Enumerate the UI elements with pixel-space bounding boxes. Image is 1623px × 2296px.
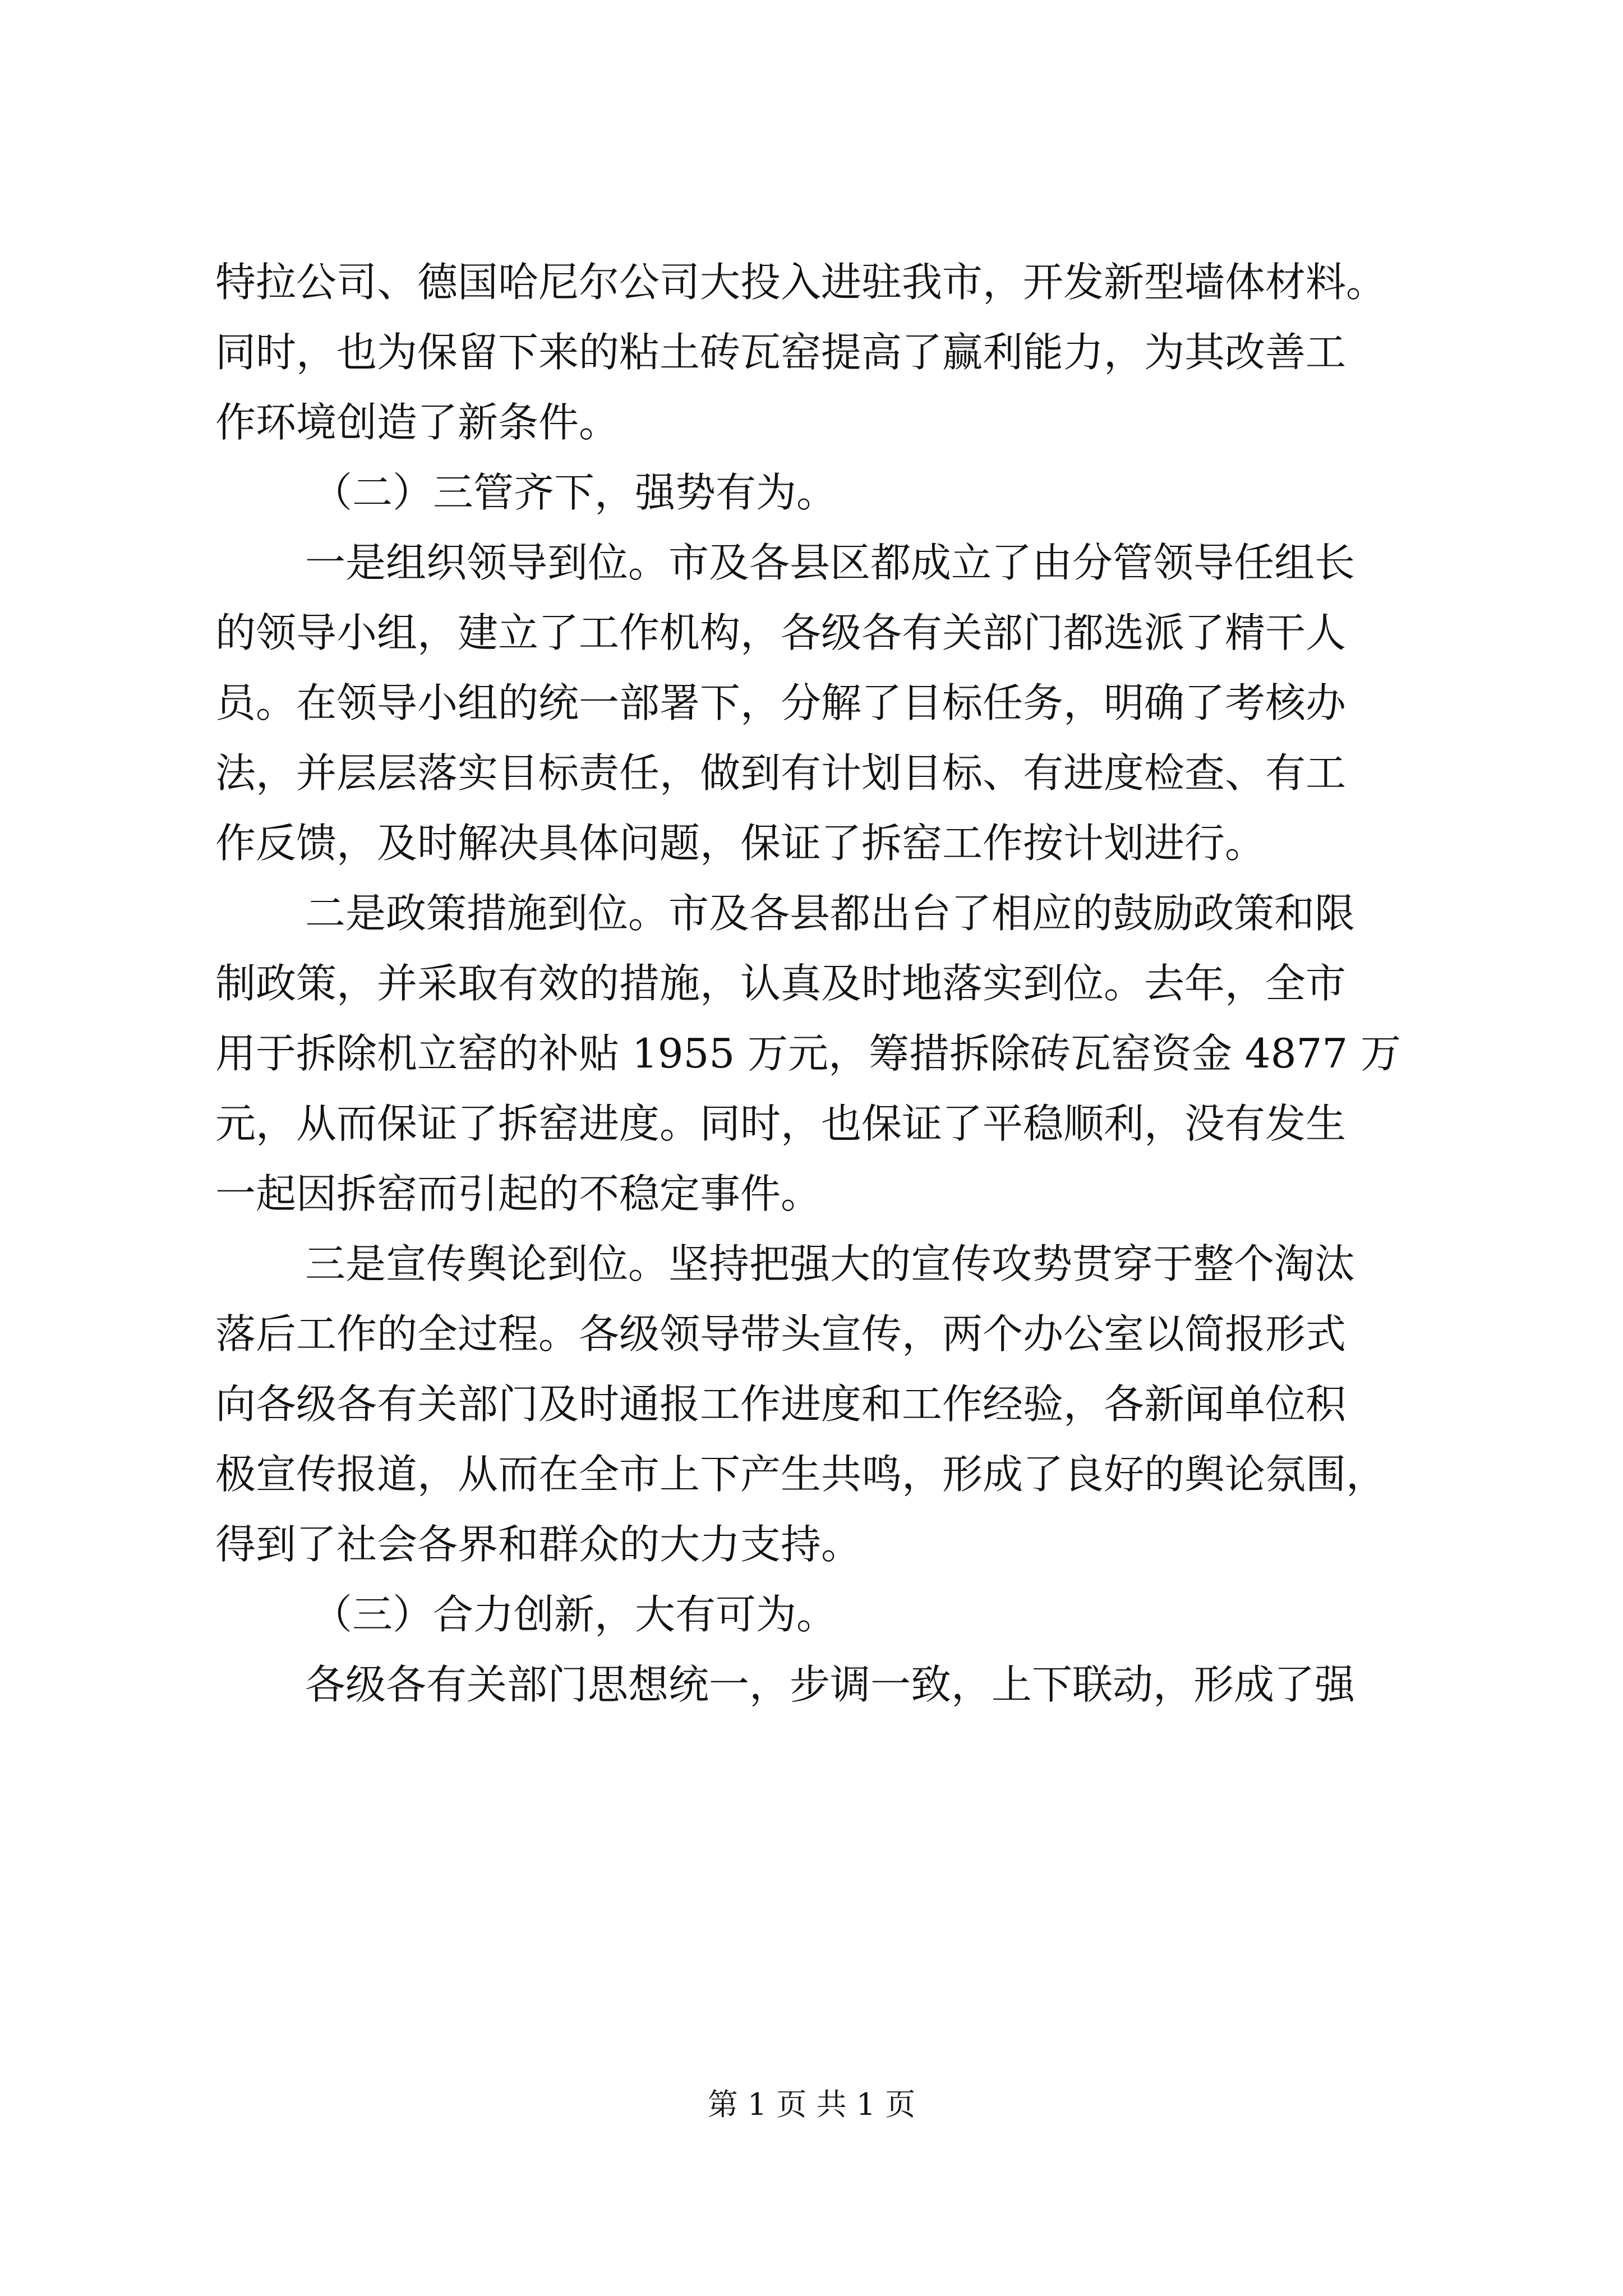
text-line: 法，并层层落实目标责任，做到有计划目标、有进度检查、有工 [215,749,1347,797]
text-line: 向各级各有关部门及时通报工作进度和工作经验，各新闻单位积 [215,1381,1347,1428]
text-line: 员。在领导小组的统一部署下，分解了目标任务，明确了考核办 [215,679,1347,726]
text-line: 作环境创造了新条件。 [215,399,620,446]
text-line: 一起因拆窑而引起的不稳定事件。 [215,1170,822,1217]
text-line: 极宣传报道，从而在全市上下产生共鸣，形成了良好的舆论氛围， [215,1451,1387,1498]
section-heading: （三）合力创新，大有可为。 [312,1591,837,1638]
text-line: 元，从而保证了拆窑进度。同时，也保证了平稳顺利，没有发生 [215,1100,1347,1147]
text-line: 的领导小组，建立了工作机构，各级各有关部门都选派了精干人 [215,609,1347,656]
page-footer: 第 1 页 共 1 页 [707,2087,916,2122]
document-body [215,247,1408,1720]
text-line: 制政策，并采取有效的措施，认真及时地落实到位。去年，全市 [215,960,1347,1007]
text-line: 得到了社会各界和群众的大力支持。 [215,1521,862,1568]
text-line: 作反馈，及时解决具体问题，保证了拆窑工作按计划进行。 [215,820,1266,867]
text-line: 三是宣传舆论到位。坚持把强大的宣传攻势贯穿于整个淘汰 [305,1240,1355,1287]
text-line: 落后工作的全过程。各级领导带头宣传，两个办公室以简报形式 [215,1310,1347,1358]
text-line: 特拉公司、德国哈尼尔公司大投入进驻我市，开发新型墙体材料。 [215,259,1387,306]
section-heading: （二）三管齐下，强势有为。 [312,469,837,516]
text-line: 二是政策措施到位。市及各县都出台了相应的鼓励政策和限 [305,890,1355,937]
text-line: 用于拆除机立窑的补贴 1955 万元，筹措拆除砖瓦窑资金 4877 万 [215,1030,1401,1077]
text-line: 同时，也为保留下来的粘土砖瓦窑提高了赢利能力，为其改善工 [215,329,1347,376]
text-line: 各级各有关部门思想统一，步调一致，上下联动，形成了强 [305,1661,1355,1708]
text-line: 一是组织领导到位。市及各县区都成立了由分管领导任组长 [305,539,1355,586]
